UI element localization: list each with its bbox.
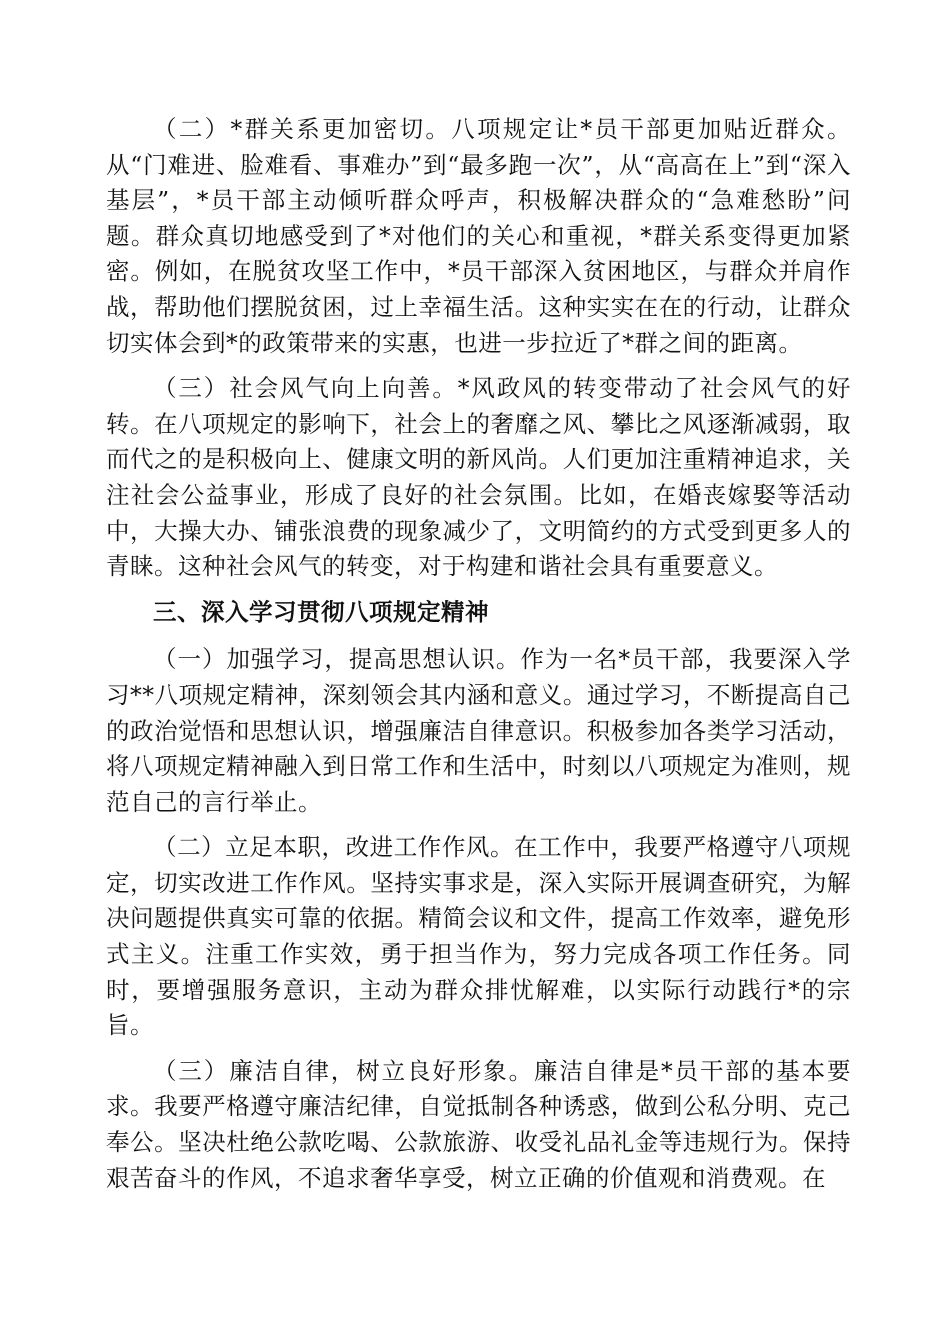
paragraph-party-mass-relations: （二）*群关系更加密切。八项规定让*员干部更加贴近群众。从“门难进、脸难看、事难办”到“最多跑一次”，从“高高在上”到“深入基层”，*员干部主动倾听群众呼声，积极解决群众的“急难愁盼”问题。群众真切地感受到了*对他们的关心和重视，*群关系变得更加紧密。例如，在脱贫攻坚工作中，*员干部深入贫困地区，与群众并肩作战，帮助他们摆脱贫困，过上幸福生活。这种实实在在的行动，让群众切实体会到*的政策带来的实惠，也进一步拉近了*群之间的距离。: [106, 115, 851, 357]
paragraph-strengthen-study: （一）加强学习，提高思想认识。作为一名*员干部，我要深入学习**八项规定精神，深刻领会其内涵和意义。通过学习，不断提高自己的政治觉悟和思想认识，增强廉洁自律意识。积极参加各类学习活动，将八项规定精神融入到日常工作和生活中，时刻以八项规定为准则，规范自己的言行举止。: [106, 645, 851, 816]
paragraph-integrity-self-discipline: （三）廉洁自律，树立良好形象。廉洁自律是*员干部的基本要求。我要严格遵守廉洁纪律，自觉抵制各种诱惑，做到公私分明、克己奉公。坚决杜绝公款吃喝、公款旅游、收受礼品礼金等违规行为。保持艰苦奋斗的作风，不追求奢华享受，树立正确的价值观和消费观。在: [106, 1056, 851, 1192]
paragraph-social-atmosphere: （三）社会风气向上向善。*风政风的转变带动了社会风气的好转。在八项规定的影响下，社会上的奢靡之风、攀比之风逐渐减弱，取而代之的是积极向上、健康文明的新风尚。人们更加注重精神追求，关注社会公益事业，形成了良好的社会氛围。比如，在婚丧嫁娶等活动中，大操大办、铺张浪费的现象减少了，文明简约的方式受到更多人的青睐。这种社会风气的转变，对于构建和谐社会具有重要意义。: [106, 374, 851, 581]
document-page: [106, 112, 851, 1206]
paragraph-improve-work-style: （二）立足本职，改进工作作风。在工作中，我要严格遵守八项规定，切实改进工作作风。坚持实事求是，深入实际开展调查研究，为解决问题提供真实可靠的依据。精简会议和文件，提高工作效率，避免形式主义。注重工作实效，勇于担当作为，努力完成各项工作任务。同时，要增强服务意识，主动为群众排忧解难，以实际行动践行*的宗旨。: [106, 833, 851, 1040]
section-heading: 三、深入学习贯彻八项规定精神: [153, 597, 489, 626]
